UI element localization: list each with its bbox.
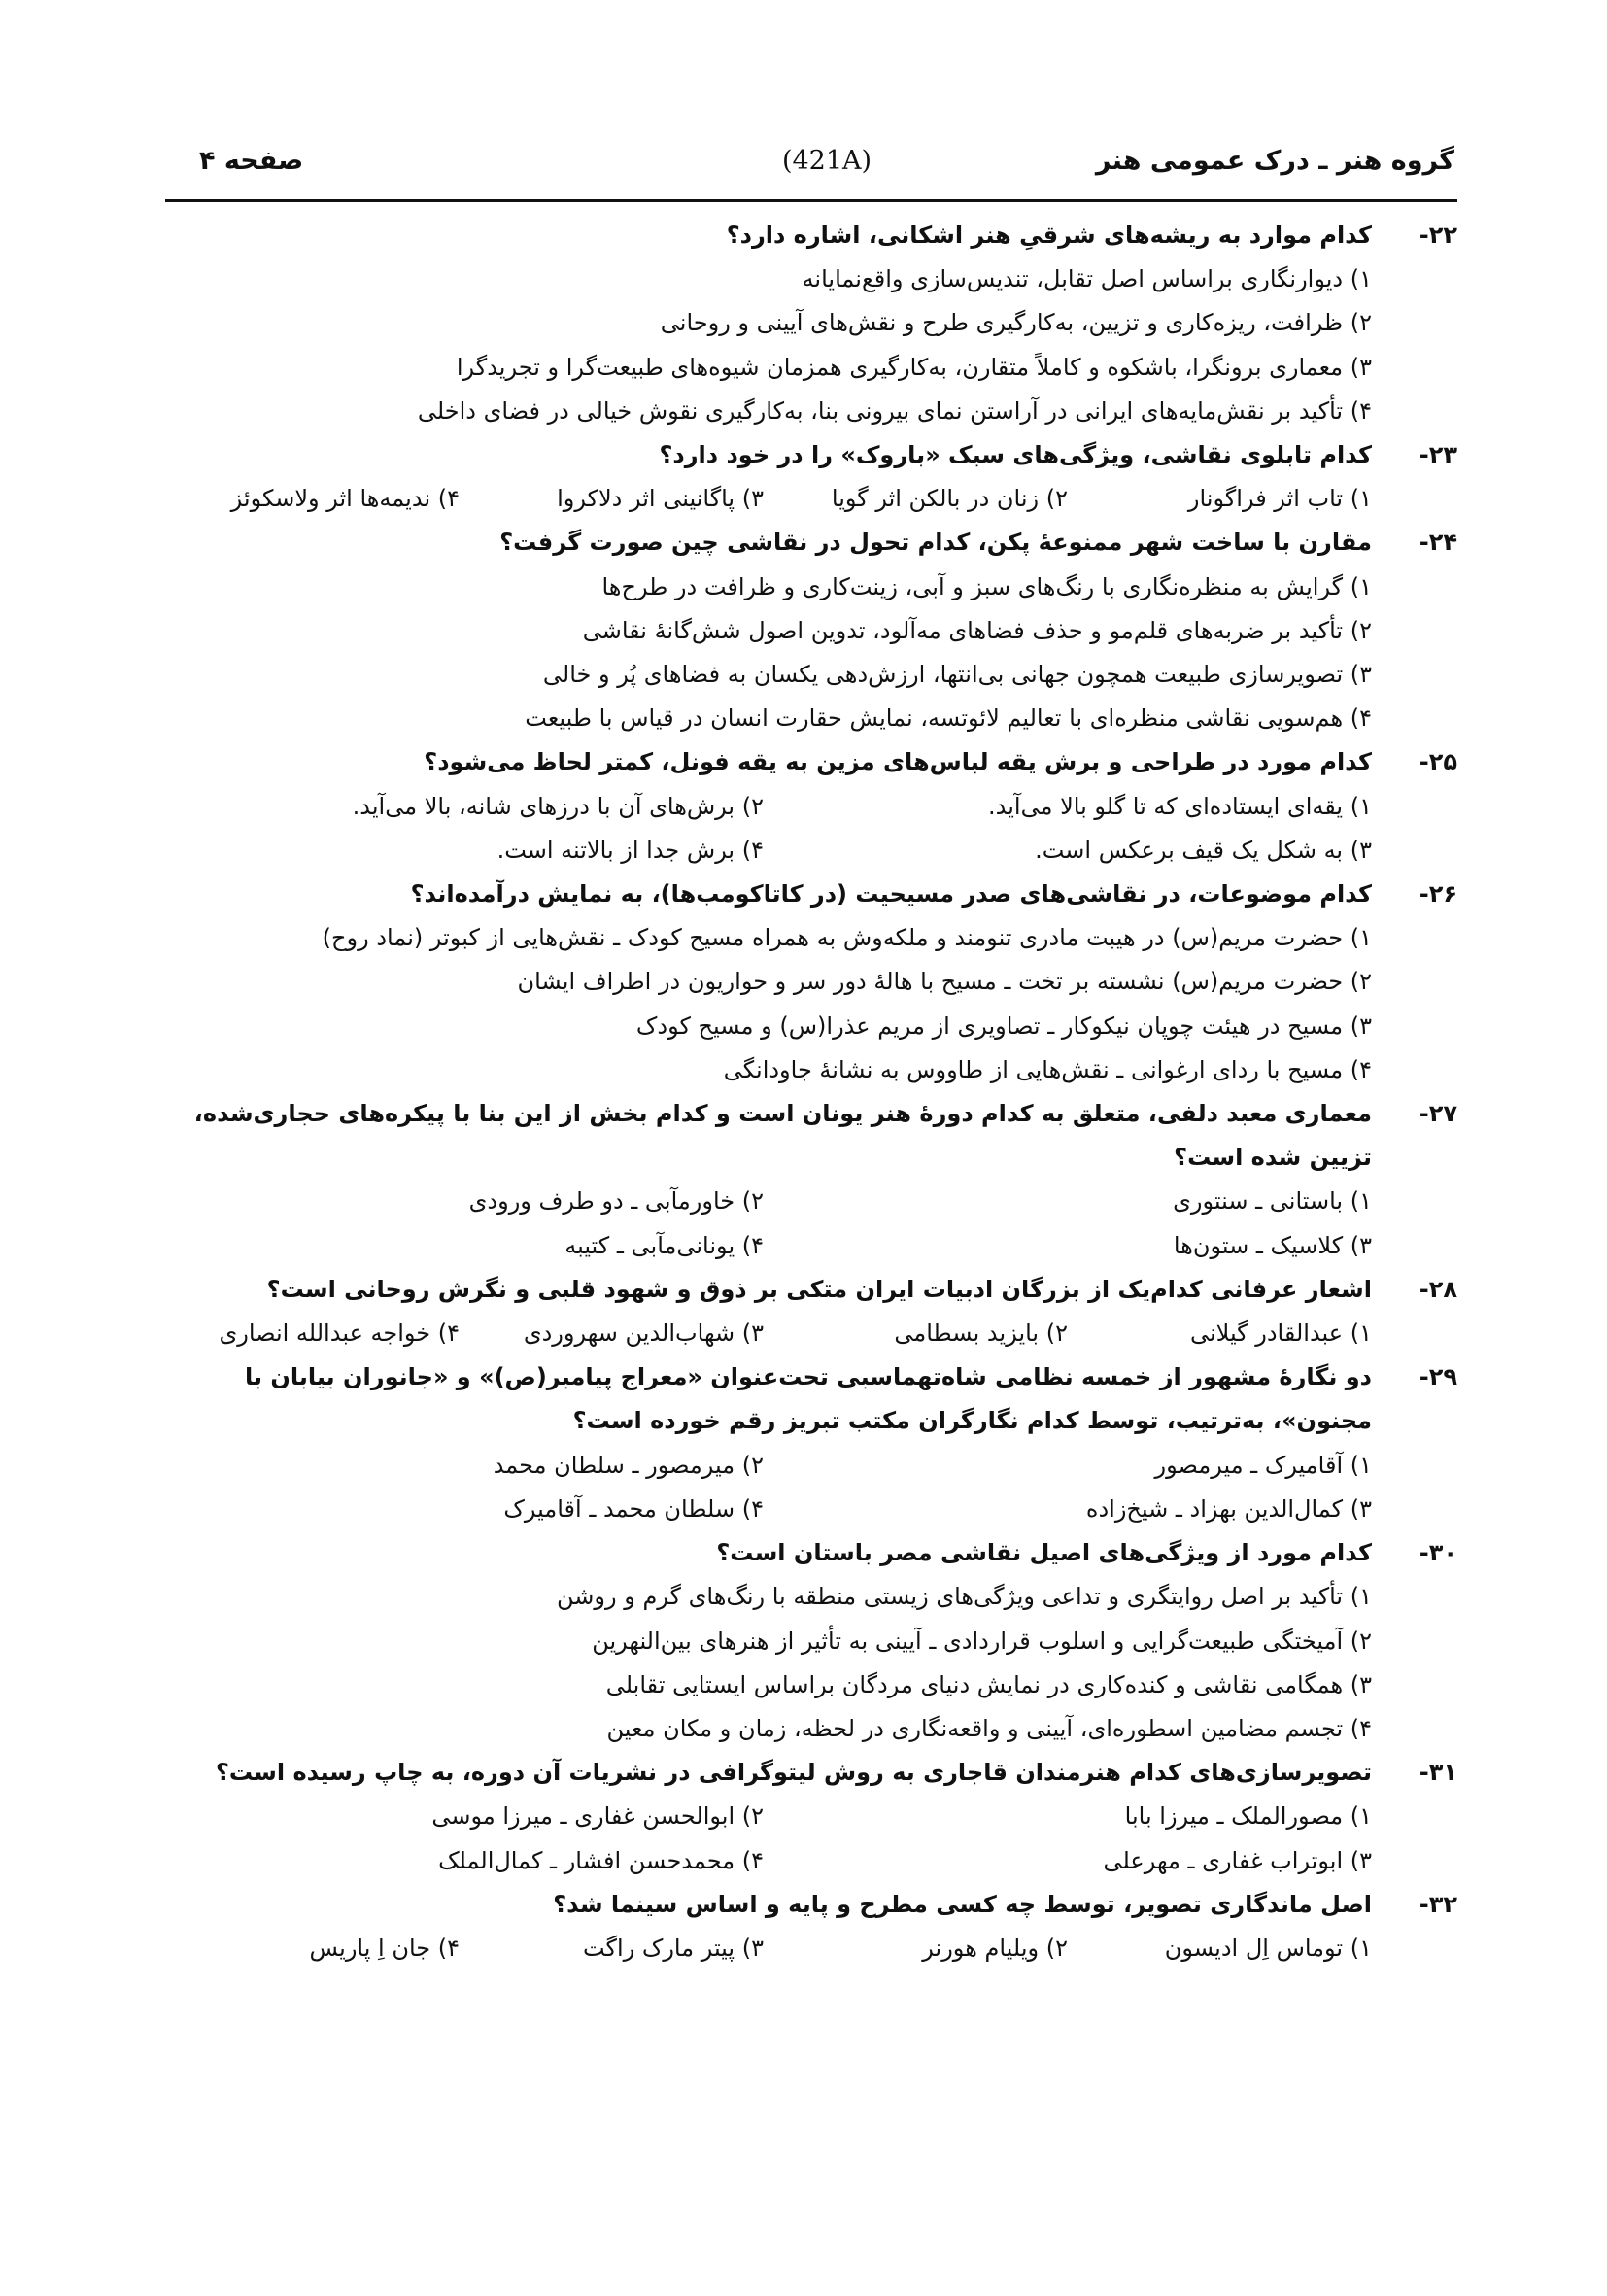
option-3: ۳) پیتر مارک راگت [582, 1934, 764, 1962]
questions-list [155, 214, 1457, 1970]
option-1: ۱) مصورالملک ـ میرزا بابا [1124, 1802, 1372, 1831]
options-row [155, 1927, 1372, 1970]
option-1: ۱) توماس اِل ادیسون [1164, 1934, 1372, 1962]
option-1: ۱) دیوارنگاری براساس اصل تقابل، تندیس‌سازی واقع‌نمایانه [802, 265, 1372, 293]
option-4: ۴) یونانی‌مآبی ـ کتیبه [564, 1231, 764, 1259]
option-3: ۳) ابوتراب غفاری ـ مهرعلی [1103, 1846, 1372, 1874]
options-row [155, 1312, 1372, 1355]
question-30 [155, 1531, 1457, 1751]
question-number: ۳۰- [1419, 1539, 1457, 1567]
option-4: ۴) جان اِ پاریس [309, 1934, 460, 1962]
option-1: ۱) باستانی ـ سنتوری [1173, 1187, 1372, 1216]
question-24 [155, 521, 1457, 740]
header-divider [165, 199, 1457, 202]
question-stem: اصل ماندگاری تصویر، توسط چه کسی مطرح و پایه و اساس سینما شد؟ [553, 1890, 1372, 1918]
header-title: گروه هنر ـ درک عمومی هنر [1095, 146, 1454, 176]
question-31 [155, 1751, 1457, 1883]
option-4: ۴) تأکید بر نقش‌مایه‌های ایرانی در آراستن نمای بیرونی بنا، به‌کارگیری نقوش خیالی در فضای داخلی [417, 396, 1372, 425]
question-stem: تصویرسازی‌های کدام هنرمندان قاجاری به روش لیتوگرافی در نشریات آن دوره، به چاپ رسیده است؟ [215, 1759, 1372, 1787]
question-number: ۲۸- [1419, 1275, 1457, 1303]
options-grid [155, 1180, 1372, 1267]
question-stem: کدام مورد در طراحی و برش یقه لباس‌های مزین به یقه فونل، کمتر لحاظ می‌شود؟ [424, 748, 1372, 776]
question-25 [155, 740, 1457, 873]
option-2: ۲) ظرافت، ریزه‌کاری و تزیین، به‌کارگیری طرح و نقش‌های آیینی و روحانی [660, 309, 1372, 337]
options-grid [155, 1795, 1372, 1882]
question-number: ۲۴- [1419, 529, 1457, 557]
options-grid [155, 1444, 1372, 1531]
option-3: ۳) به شکل یک قیف برعکس است. [1035, 836, 1372, 864]
option-3: ۳) شهاب‌الدین سهروردی [523, 1319, 764, 1348]
option-4: ۴) سلطان محمد ـ آقامیرک [503, 1494, 764, 1523]
option-2: ۲) میرمصور ـ سلطان محمد [493, 1451, 764, 1479]
option-4: ۴) مسیح با ردای ارغوانی ـ نقش‌هایی از طاووس به نشانهٔ جاودانگی [723, 1055, 1372, 1083]
header-code: (421A) [781, 146, 872, 176]
option-2: ۲) زنان در بالکن اثر گویا [831, 485, 1068, 513]
option-4: ۴) هم‌سویی نقاشی منظره‌ای با تعالیم لائوتسه، نمایش حقارت انسان در قیاس با طبیعت [525, 704, 1372, 733]
question-29 [155, 1355, 1457, 1531]
option-3: ۳) کلاسیک ـ ستون‌ها [1173, 1231, 1372, 1259]
option-3: ۳) معماری برونگرا، باشکوه و کاملاً متقارن، به‌کارگیری همزمان شیوه‌های طبیعت‌گرا و تجریدگرا [456, 353, 1372, 381]
question-number: ۲۲- [1419, 222, 1457, 249]
question-stem: دو نگارهٔ مشهور از خمسه نظامی شاه‌تهماسبی تحت‌عنوان «معراج پیامبر(ص)» و «جانوران بیابان با مجنون»، به‌ترتیب، توسط کدام نگارگران مکتب تبریز رقم خورده است؟ [244, 1363, 1372, 1435]
option-2: ۲) تأکید بر ضربه‌های قلم‌مو و حذف فضاهای مه‌آلود، تدوین اصول شش‌گانهٔ نقاشی [582, 616, 1372, 644]
question-number: ۲۶- [1419, 880, 1457, 908]
option-4: ۴) ندیمه‌ها اثر ولاسکوئز [230, 485, 460, 513]
option-1: ۱) تأکید بر اصل روایتگری و تداعی ویژگی‌های زیستی منطقه با رنگ‌های گرم و روشن [557, 1583, 1372, 1611]
option-3: ۳) کمال‌الدین بهزاد ـ شیخ‌زاده [1085, 1494, 1372, 1523]
question-22 [155, 214, 1457, 433]
option-3: ۳) تصویرسازی طبیعت همچون جهانی بی‌انتها، ارزش‌دهی یکسان به فضاهای پُر و خالی [542, 661, 1372, 689]
option-2: ۲) ابوالحسن غفاری ـ میرزا موسی [431, 1802, 764, 1831]
option-3: ۳) مسیح در هیئت چوپان نیکوکار ـ تصاویری از مریم عذرا(س) و مسیح کودک [635, 1011, 1372, 1040]
question-number: ۲۳- [1419, 441, 1457, 469]
question-number: ۲۹- [1419, 1363, 1457, 1391]
question-stem: مقارن با ساخت شهر ممنوعهٔ پکن، کدام تحول در نقاشی چین صورت گرفت؟ [499, 529, 1372, 557]
question-stem: کدام تابلوی نقاشی، ویژگی‌های سبک «باروک» را در خود دارد؟ [659, 441, 1372, 469]
option-1: ۱) آقامیرک ـ میرمصور [1154, 1451, 1372, 1479]
option-4: ۴) برش جدا از بالاتنه است. [496, 836, 764, 864]
question-26 [155, 873, 1457, 1092]
question-number: ۲۷- [1419, 1100, 1457, 1128]
option-2: ۲) برش‌های آن با درزهای شانه، بالا می‌آید. [352, 792, 764, 820]
question-stem: کدام موارد به ریشه‌های شرقیِ هنر اشکانی، اشاره دارد؟ [726, 222, 1372, 249]
option-1: ۱) تاب اثر فراگونار [1187, 485, 1372, 513]
option-4: ۴) خواجه عبدالله انصاری [219, 1319, 460, 1348]
question-28 [155, 1268, 1457, 1355]
page-header [199, 146, 1454, 185]
option-2: ۲) ویلیام هورنر [922, 1934, 1068, 1962]
option-1: ۱) حضرت مریم(س) در هیبت مادری تنومند و ملکه‌وش به همراه مسیح کودک ـ نقش‌هایی از کبوتر (نماد روح) [322, 924, 1372, 952]
header-page-number: صفحه ۴ [199, 146, 304, 176]
option-1: ۱) یقه‌ای ایستاده‌ای که تا گلو بالا می‌آید. [988, 792, 1372, 820]
question-stem: کدام مورد از ویژگی‌های اصیل نقاشی مصر باستان است؟ [716, 1539, 1372, 1567]
question-32 [155, 1883, 1457, 1970]
option-2: ۲) خاورمآبی ـ دو طرف ورودی [468, 1187, 764, 1216]
question-27 [155, 1092, 1457, 1268]
options-grid [155, 785, 1372, 873]
option-4: ۴) محمدحسن افشار ـ کمال‌الملک [438, 1846, 764, 1874]
question-stem: اشعار عرفانی کدام‌یک از بزرگان ادبیات ایران متکی بر ذوق و شهود قلبی و نگرش روحانی است؟ [266, 1275, 1372, 1303]
option-3: ۳) پاگانینی اثر دلاکروا [557, 485, 764, 513]
option-2: ۲) بایزید بسطامی [894, 1319, 1068, 1348]
option-3: ۳) همگامی نقاشی و کنده‌کاری در نمایش دنیای مردگان براساس ایستایی تقابلی [605, 1670, 1372, 1698]
question-number: ۳۲- [1419, 1890, 1457, 1918]
option-2: ۲) آمیختگی طبیعت‌گرایی و اسلوب قراردادی ـ آیینی به تأثیر از هنرهای بین‌النهرین [592, 1627, 1372, 1655]
question-number: ۲۵- [1419, 748, 1457, 776]
option-4: ۴) تجسم مضامین اسطوره‌ای، آیینی و واقعه‌نگاری در لحظه، زمان و مکان معین [606, 1714, 1372, 1742]
question-number: ۳۱- [1419, 1759, 1457, 1787]
option-2: ۲) حضرت مریم(س) نشسته بر تخت ـ مسیح با هالهٔ دور سر و حواریون در اطراف ایشان [517, 968, 1372, 996]
question-stem: معماری معبد دلفی، متعلق به کدام دورهٔ هنر یونان است و کدام بخش از این بنا با پیکره‌های حجاری‌شده، تزیین شده است؟ [193, 1100, 1372, 1172]
question-stem: کدام موضوعات، در نقاشی‌های صدر مسیحیت (در کاتاکومب‌ها)، به نمایش درآمده‌اند؟ [410, 880, 1372, 908]
options-row [155, 477, 1372, 521]
question-23 [155, 433, 1457, 521]
option-1: ۱) عبدالقادر گیلانی [1189, 1319, 1372, 1348]
option-1: ۱) گرایش به منظره‌نگاری با رنگ‌های سبز و آبی، زینت‌کاری و ظرافت در طرح‌ها [601, 572, 1372, 600]
